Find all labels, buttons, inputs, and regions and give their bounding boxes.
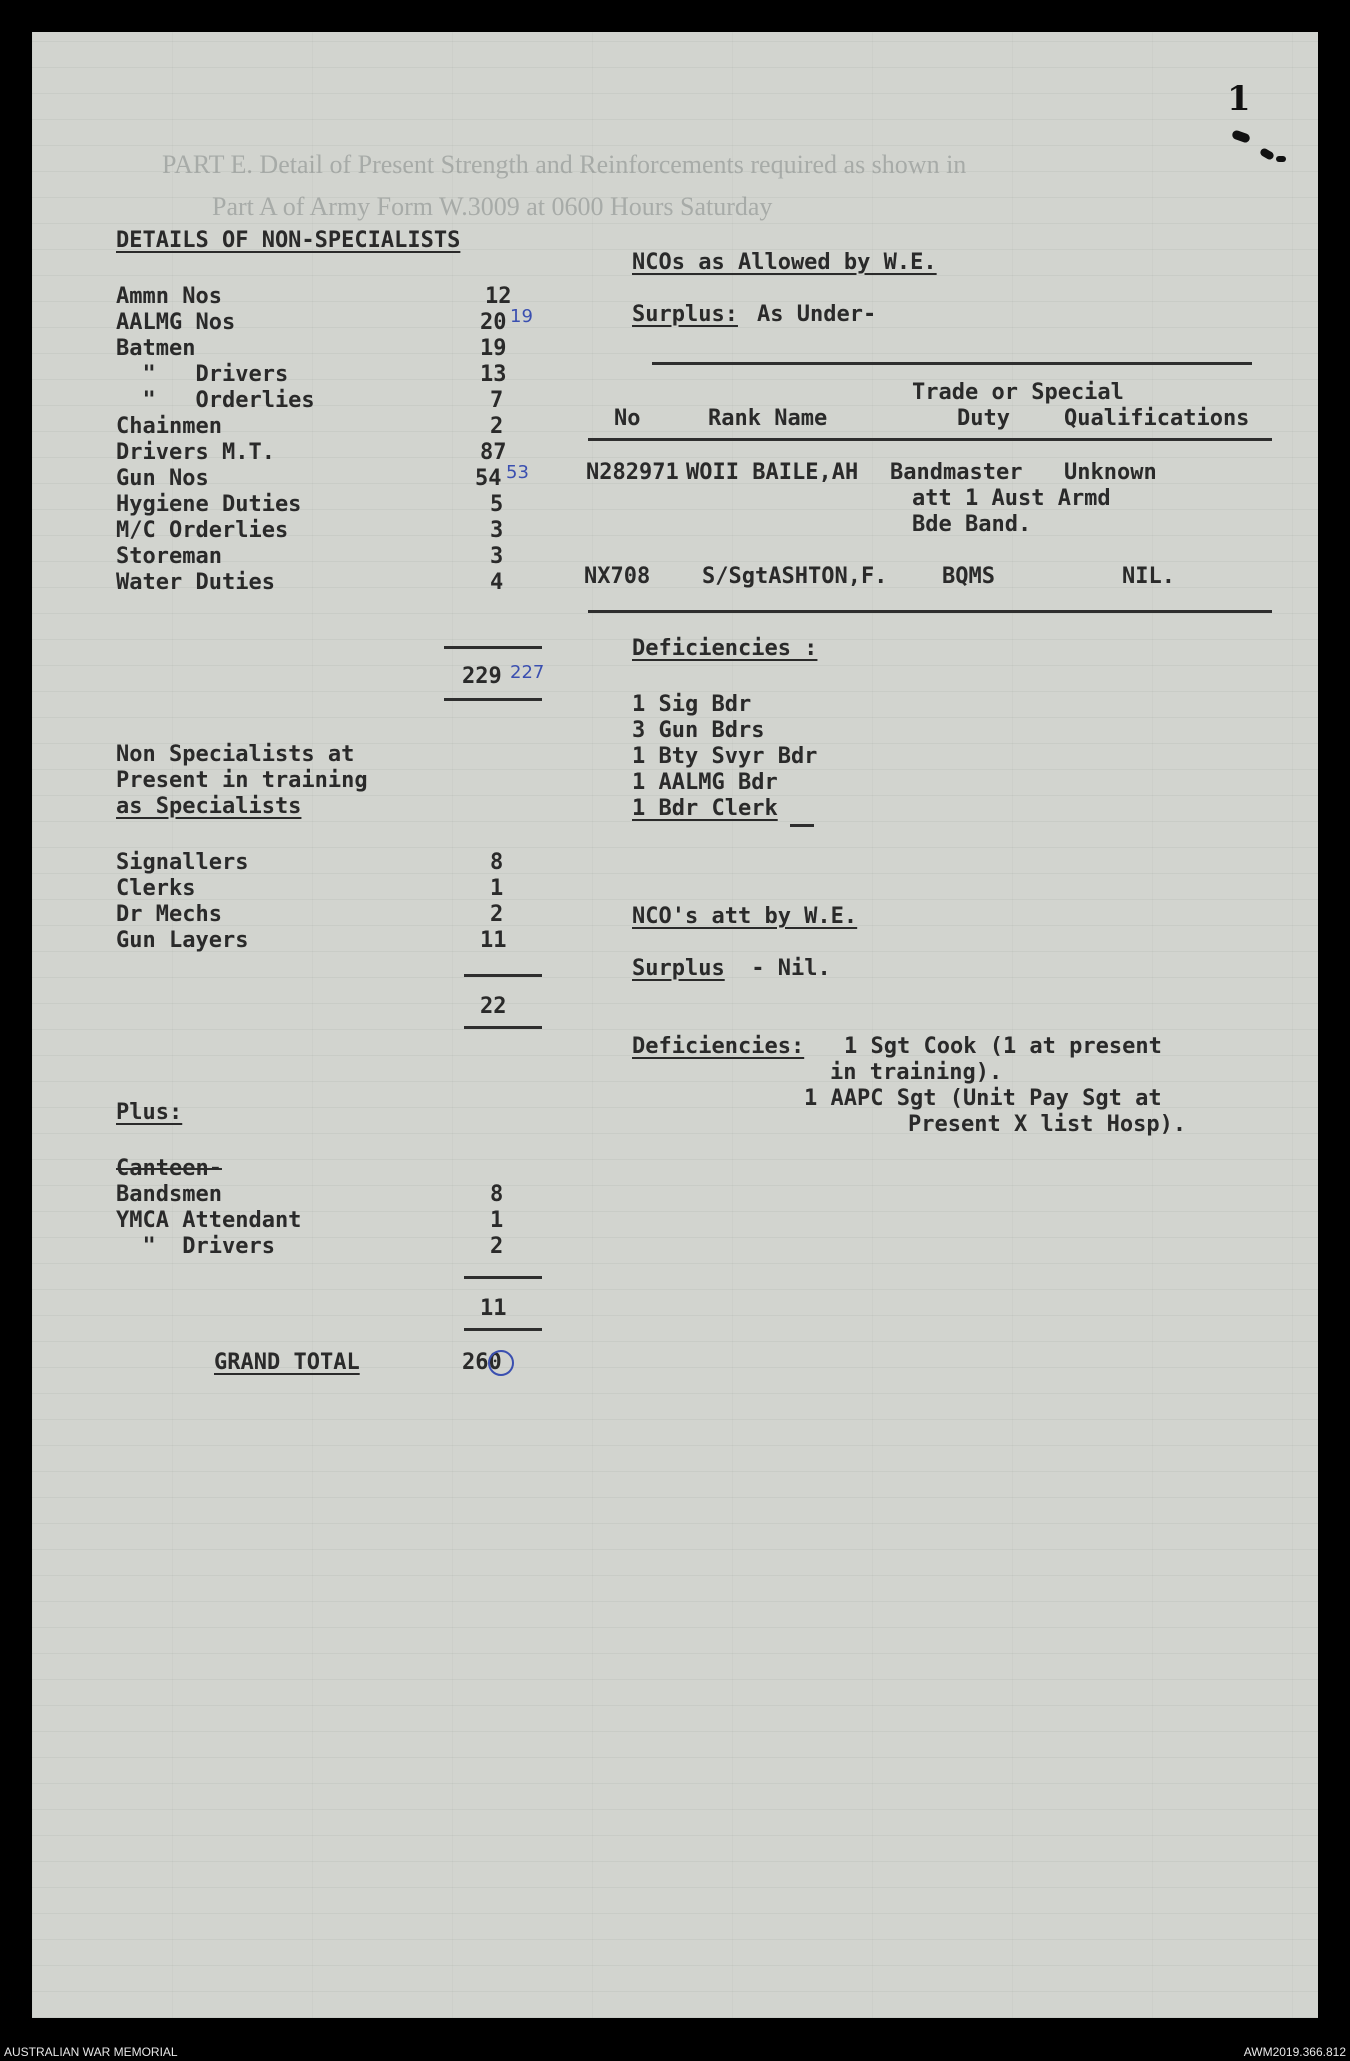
- item-value: 5: [490, 492, 504, 517]
- deficiencies2-label: Deficiencies:: [632, 1034, 805, 1059]
- ink-mark: [1231, 129, 1251, 144]
- surplus2-text: - Nil.: [738, 956, 831, 981]
- training-label: Gun Layers: [116, 928, 249, 953]
- footer-credit: AUSTRALIAN WAR MEMORIAL: [4, 2045, 178, 2059]
- entry1-rank-name: WOII BAILE,AH: [686, 460, 859, 485]
- col-header-trade: Trade or Special: [912, 380, 1124, 405]
- col-header-duty: Duty: [957, 406, 1010, 431]
- ink-mark: [1276, 156, 1286, 162]
- item-label: AALMG Nos: [116, 310, 236, 335]
- item-value: 20: [480, 310, 507, 335]
- subtotal-rule: [464, 974, 542, 977]
- entry2-qualifications: NIL.: [1122, 564, 1175, 589]
- col-header-rank-name: Rank Name: [708, 406, 828, 431]
- subtotal-rule: [444, 698, 542, 701]
- handwritten-correction: 227: [510, 662, 545, 683]
- grand-total-value: 260: [462, 1350, 502, 1375]
- subtotal-rule: [464, 1026, 542, 1029]
- item-value: 3: [490, 518, 504, 543]
- entry1-note-line1: att 1 Aust Armd: [912, 486, 1111, 511]
- item-label: Ammn Nos: [116, 284, 222, 309]
- subtotal-rule: [464, 1276, 542, 1279]
- table-header-rule: [588, 438, 1272, 441]
- plus-item-label: YMCA Attendant: [116, 1208, 302, 1233]
- handwritten-circle-mark: [488, 1350, 514, 1376]
- item-label: Chainmen: [116, 414, 222, 439]
- deficiency-item: 3 Gun Bdrs: [632, 718, 765, 743]
- ink-mark: [1259, 147, 1275, 161]
- handwritten-correction: 19: [510, 306, 533, 327]
- table-bottom-rule: [588, 610, 1272, 613]
- surplus2-label: Surplus: [632, 956, 725, 981]
- training-label: Dr Mechs: [116, 902, 222, 927]
- plus-item-label: " Drivers: [116, 1234, 275, 1259]
- item-label: Drivers M.T.: [116, 440, 275, 465]
- plus-item-label: Bandsmen: [116, 1182, 222, 1207]
- deficiency-item: 1 Bty Svyr Bdr: [632, 744, 818, 769]
- col-header-no: No: [614, 406, 641, 431]
- surplus-text: As Under-: [757, 302, 877, 327]
- deficiencies2-line: in training).: [830, 1060, 1003, 1085]
- deficiency-item: 1 Sig Bdr: [632, 692, 752, 717]
- subtotal-rule: [464, 1328, 542, 1331]
- training-value: 11: [480, 928, 507, 953]
- subtotal-plus: 11: [480, 1296, 507, 1321]
- training-label: Signallers: [116, 850, 249, 875]
- item-label: Water Duties: [116, 570, 275, 595]
- item-value: 4: [490, 570, 504, 595]
- page-number: 1: [1227, 79, 1251, 119]
- document-page: [32, 32, 1318, 2018]
- item-value: 19: [480, 336, 507, 361]
- item-value: 3: [490, 544, 504, 569]
- training-value: 8: [490, 850, 504, 875]
- item-label: Hygiene Duties: [116, 492, 302, 517]
- subtotal-training: 22: [480, 994, 507, 1019]
- footer-accession-number: AWM2019.366.812: [1243, 2045, 1346, 2059]
- item-value: 7: [490, 388, 504, 413]
- training-heading-line1: Non Specialists at: [116, 742, 355, 767]
- entry2-no: NX708: [584, 564, 651, 589]
- ncos-allowed-heading: NCOs as Allowed by W.E.: [632, 250, 937, 275]
- item-label: M/C Orderlies: [116, 518, 289, 543]
- item-label: " Drivers: [116, 362, 289, 387]
- deficiencies2-line: Present X list Hosp).: [908, 1112, 1187, 1137]
- underline-tail: [790, 824, 814, 827]
- item-value: 13: [480, 362, 507, 387]
- plus-item-value: 8: [490, 1182, 504, 1207]
- handwritten-correction: 53: [506, 462, 529, 483]
- plus-item-value: 2: [490, 1234, 504, 1259]
- entry1-note-line2: Bde Band.: [912, 512, 1032, 537]
- faint-form-header-line2: Part A of Army Form W.3009 at 0600 Hours Saturday: [212, 192, 773, 221]
- training-value: 2: [490, 902, 504, 927]
- plus-item-label: Canteen-: [116, 1156, 222, 1181]
- subtotal-rule: [444, 646, 542, 649]
- entry1-no: N282971: [586, 460, 679, 485]
- item-value: 54: [475, 466, 502, 491]
- deficiencies-label: Deficiencies :: [632, 636, 818, 661]
- item-label: Storeman: [116, 544, 222, 569]
- item-label: Gun Nos: [116, 466, 209, 491]
- entry2-duty: BQMS: [942, 564, 995, 589]
- surplus-label: Surplus:: [632, 302, 738, 327]
- subtotal-non-specialists: 229: [462, 664, 502, 689]
- plus-label: Plus:: [116, 1100, 183, 1125]
- ncos-att-heading: NCO's att by W.E.: [632, 904, 858, 929]
- entry1-qualifications: Unknown: [1064, 460, 1157, 485]
- training-heading-line3: as Specialists: [116, 794, 302, 819]
- item-label: " Orderlies: [116, 388, 315, 413]
- deficiency-item: 1 AALMG Bdr: [632, 770, 778, 795]
- grand-total-label: GRAND TOTAL: [214, 1350, 360, 1375]
- item-value: 12: [485, 284, 512, 309]
- plus-item-value: 1: [490, 1208, 504, 1233]
- deficiency-item: 1 Bdr Clerk: [632, 796, 778, 821]
- faint-form-header-line1: PART E. Detail of Present Strength and Reinforcements required as shown in: [162, 150, 967, 179]
- entry2-rank-name: S/SgtASHTON,F.: [702, 564, 888, 589]
- col-header-qualifications: Qualifications: [1064, 406, 1250, 431]
- training-label: Clerks: [116, 876, 196, 901]
- non-specialists-title: DETAILS OF NON-SPECIALISTS: [116, 228, 461, 253]
- deficiencies2-line: 1 Sgt Cook (1 at present: [844, 1034, 1162, 1059]
- deficiencies2-line: 1 AAPC Sgt (Unit Pay Sgt at: [804, 1086, 1162, 1111]
- item-value: 2: [490, 414, 504, 439]
- entry1-duty: Bandmaster: [890, 460, 1023, 485]
- item-label: Batmen: [116, 336, 196, 361]
- item-value: 87: [480, 440, 507, 465]
- table-top-rule: [652, 362, 1252, 365]
- training-value: 1: [490, 876, 504, 901]
- training-heading-line2: Present in training: [116, 768, 368, 793]
